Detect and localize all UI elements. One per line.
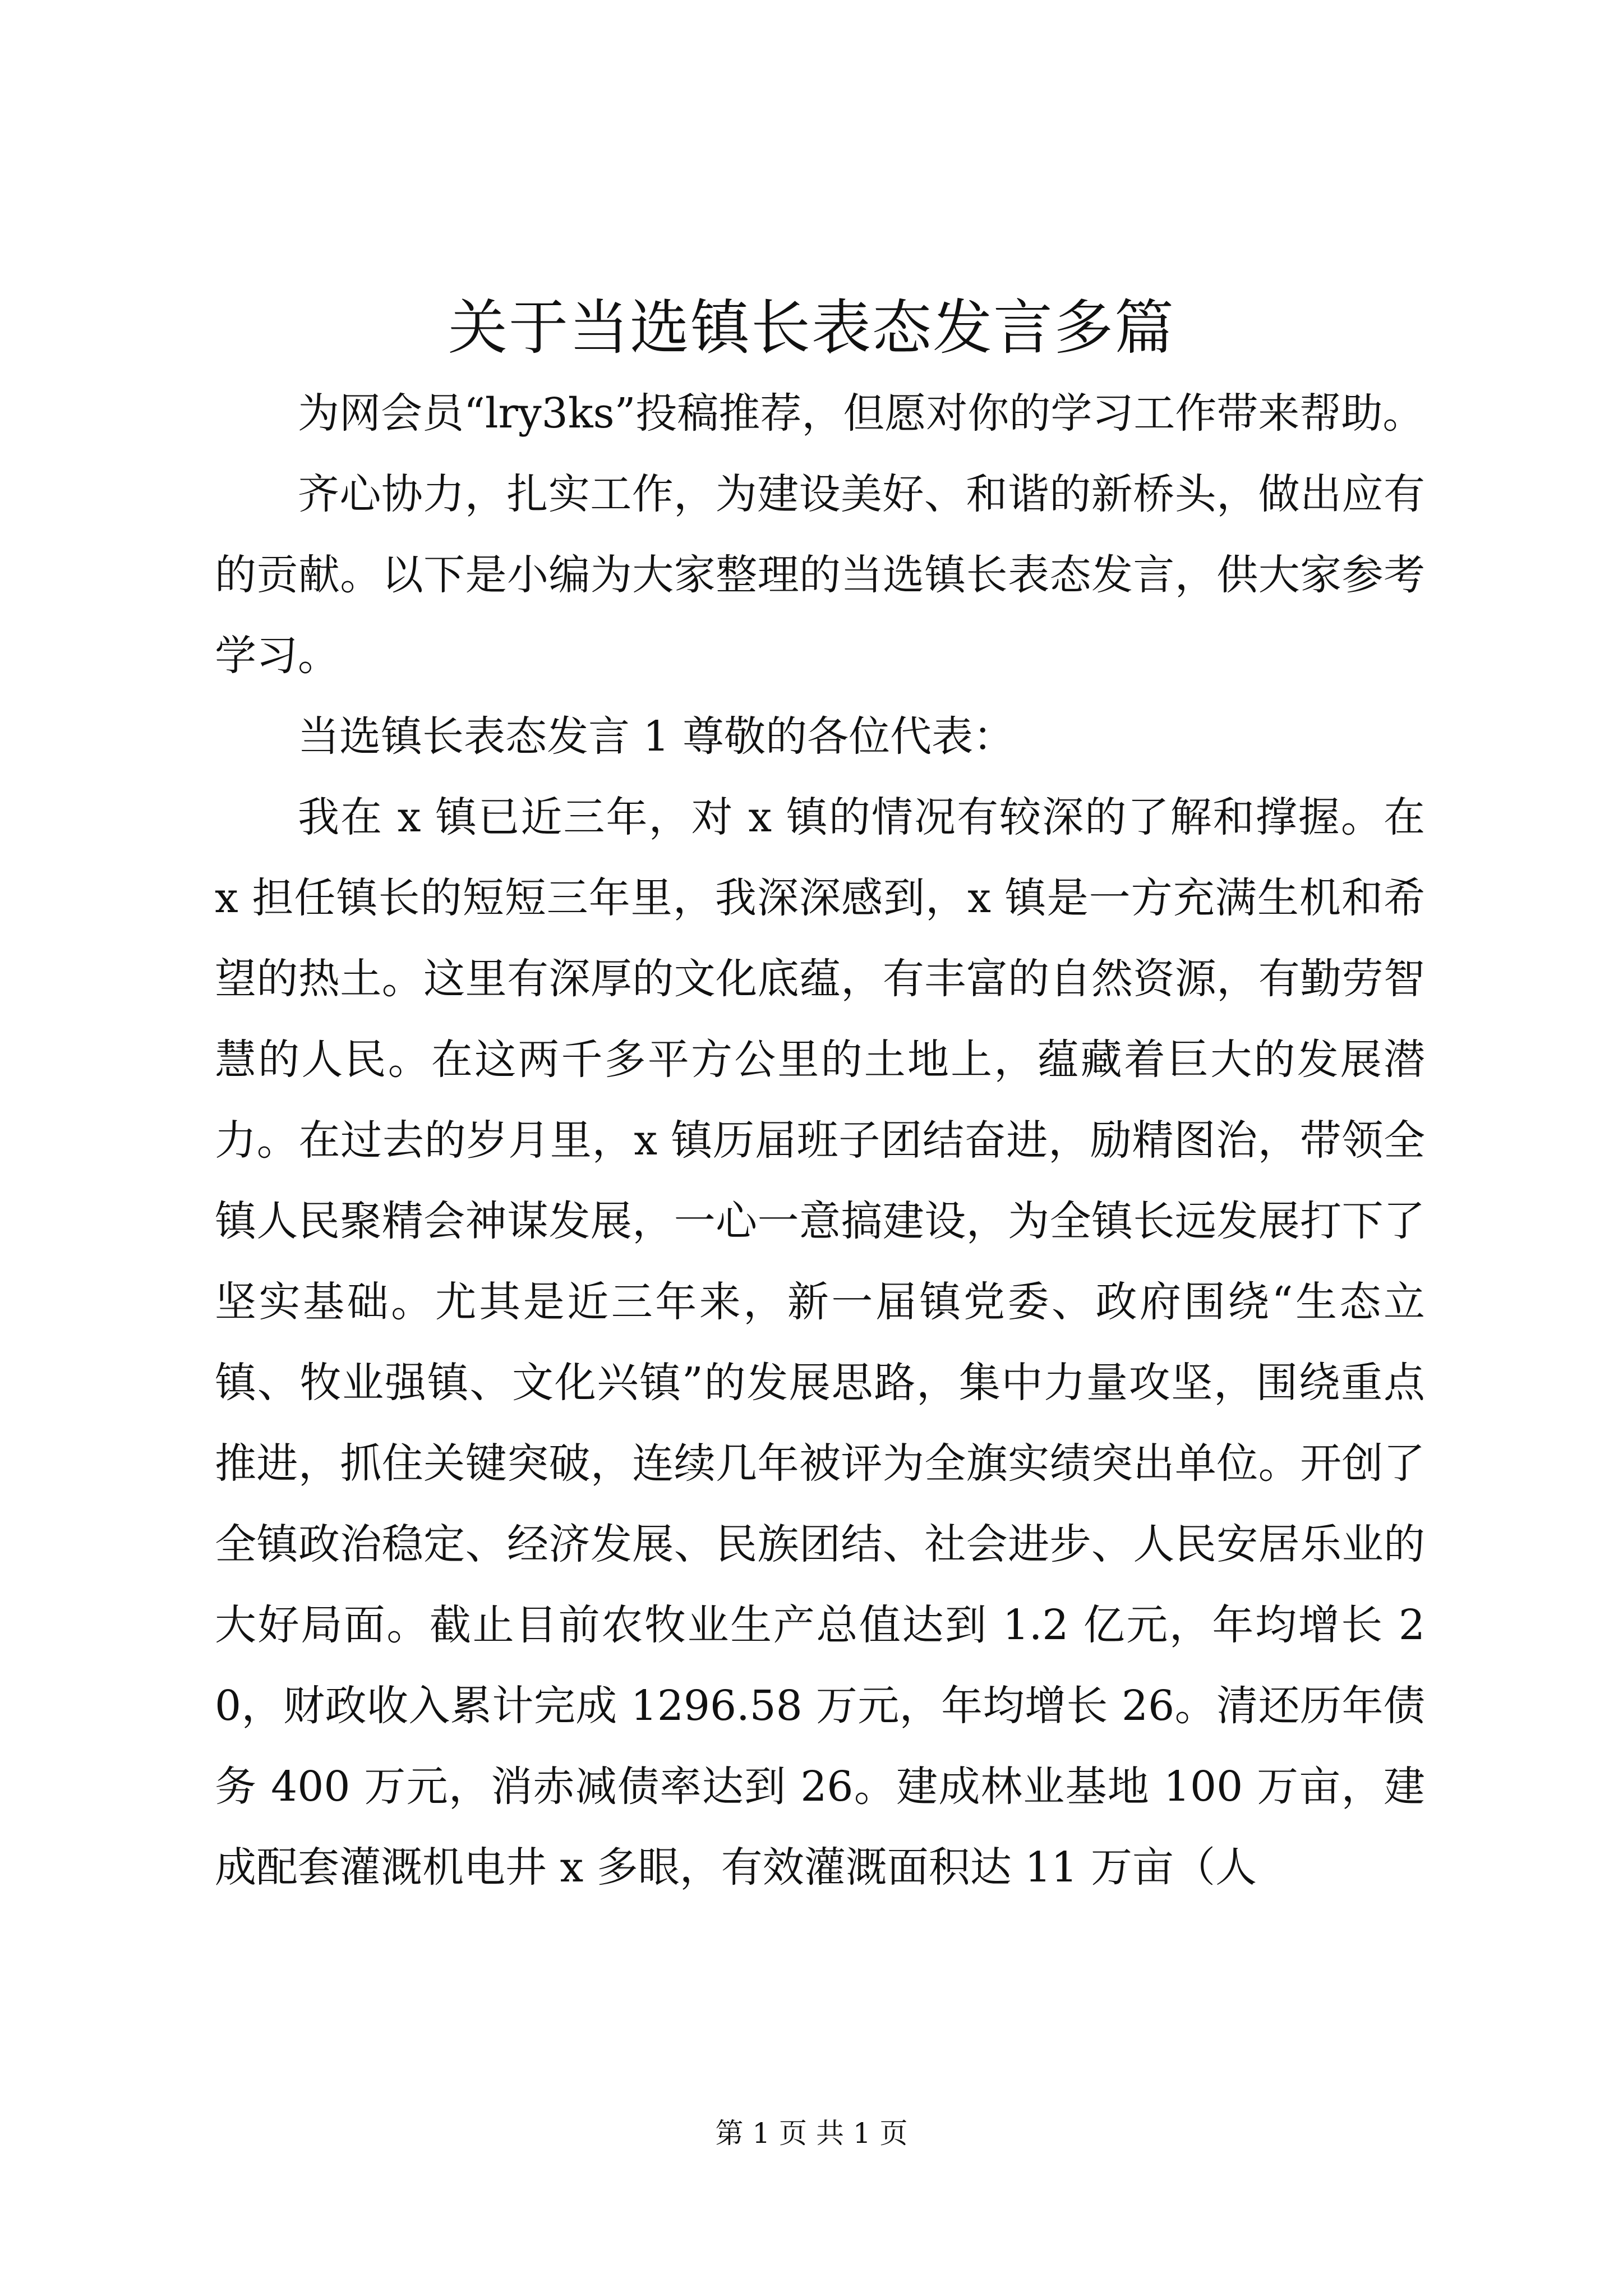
document-title: 关于当选镇长表态发言多篇	[448, 293, 1175, 362]
paragraph-speech-body: 我在 x 镇已近三年，对 x 镇的情况有较深的了解和撑握。在 x 担任镇长的短短三年里，我深深感到，x 镇是一方充满生机和希望的热土。这里有深厚的文化底蕴，有丰富的自然资源，有勤劳智慧的人民。在这两千多平方公里的土地上，蕴藏着巨大的发展潜力。在过去的岁月里，x 镇历届班子团结奋进，励精图治，带领全镇人民聚精会神谋发展，一心一意搞建设，为全镇长远发展打下了坚实基础。尤其是近三年来，新一届镇党委、政府围绕“生态立镇、牧业强镇、文化兴镇”的发展思路，集中力量攻坚，围绕重点推进，抓住关键突破，连续几年被评为全旗实绩突出单位。开创了全镇政治稳定、经济发展、民族团结、社会进步、人民安居乐业的大好局面。截止目前农牧业生产总值达到 1.2 亿元，年均增长 20，财政收入累计完成 1296.58 万元，年均增长 26。清还历年债务 400 万元，消赤减债率达到 26。建成林业基地 100 万亩，建成配套灌溉机电井 x 多眼，有效灌溉面积达 11 万亩（人	[215, 793, 1425, 1892]
document-body	[215, 373, 1425, 1908]
paragraph-speech-heading: 当选镇长表态发言 1 尊敬的各位代表：	[298, 712, 1015, 761]
paragraph-summary: 齐心协力，扎实工作，为建设美好、和谐的新桥头，做出应有的贡献。以下是小编为大家整理的当选镇长表态发言，供大家参考学习。	[215, 470, 1425, 680]
paragraph-intro: 为网会员“lry3ks”投稿推荐，但愿对你的学习工作带来帮助。	[298, 389, 1424, 438]
page-footer: 第 1 页 共 1 页	[715, 2117, 908, 2150]
